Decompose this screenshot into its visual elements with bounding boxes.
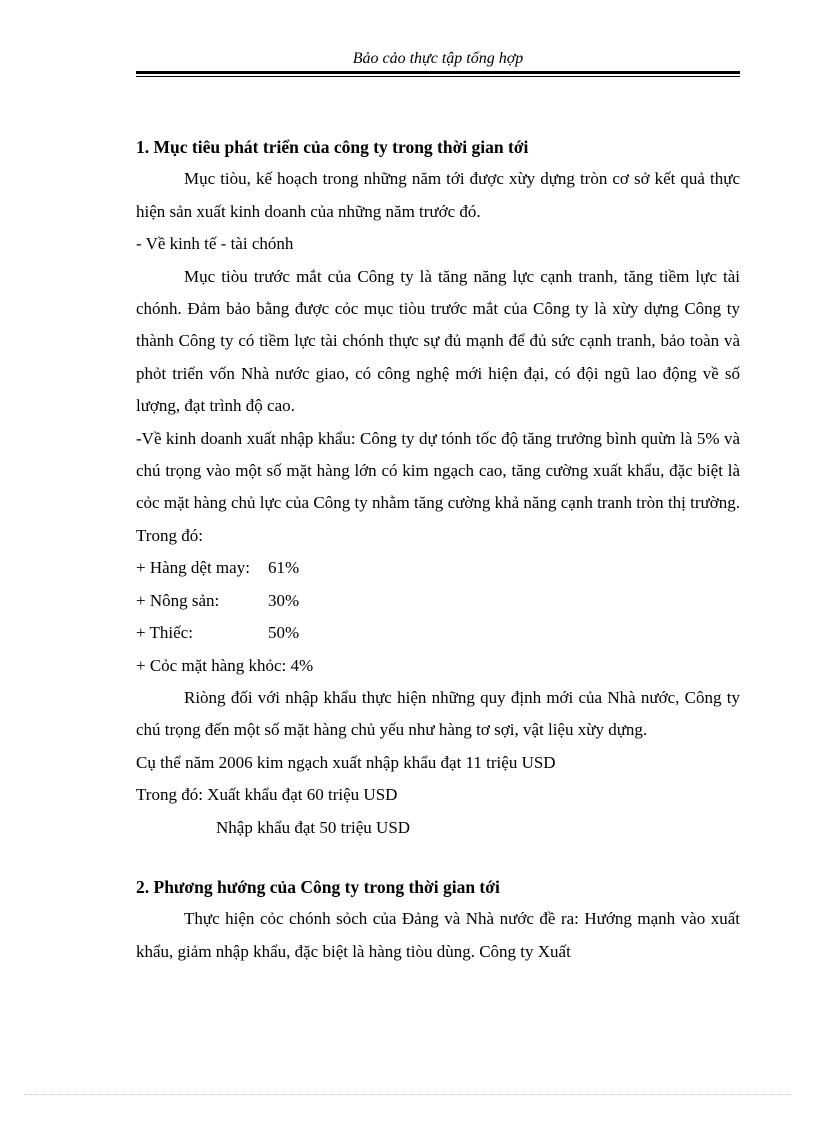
- of-which-label: Trong đó:: [136, 785, 203, 805]
- item-label: + Thiếc:: [136, 623, 193, 643]
- econ-label: - Về kinh tế - tài chónh: [136, 234, 294, 254]
- list-item: [136, 552, 740, 584]
- section1-intro: Mục tiòu, kế hoạch trong những năm tới được xừy dựng tròn cơ sở kết quả thực hiện sản xuất kinh doanh của những năm trước đó.: [136, 169, 740, 221]
- specific-line: Cụ thể năm 2006 kim ngạch xuất nhập khẩu đạt 11 triệu USD: [136, 752, 556, 772]
- import-value: Nhập khẩu đạt 50 triệu USD: [216, 817, 411, 837]
- item-value: 61%: [268, 558, 300, 578]
- item-label: + Hàng dệt may:: [136, 558, 250, 578]
- export-value: Xuất khẩu đạt 60 triệu USD: [207, 785, 398, 805]
- section2-paragraph: Thực hiện cỏc chónh sỏch của Đảng và Nhà nước đề ra: Hướng mạnh vào xuất khẩu, giảm nhập khẩu, đặc biệt là hàng tiòu dùng. Công ty Xuất: [136, 909, 740, 961]
- list-item: [136, 650, 740, 682]
- import-paragraph: Riòng đối với nhập khẩu thực hiện những quy định mới của Nhà nước, Công ty chú trọng đến một số mặt hàng chủ yếu như hàng tơ sợi, vật liệu xừy dựng.: [136, 687, 740, 740]
- of-which-line: [136, 779, 740, 811]
- item-label: + Nông sản:: [136, 590, 220, 610]
- item-value: 4%: [290, 655, 314, 675]
- item-label: + Cỏc mặt hàng khỏc:: [136, 655, 287, 675]
- item-value: 30%: [268, 590, 300, 610]
- item-value: 50%: [268, 623, 300, 643]
- section1-heading: 1. Mục tiêu phát triển của công ty trong thời gian tới: [136, 137, 529, 157]
- page-header-title: Bảo cảo thực tập tổng hợp: [352, 50, 524, 67]
- trade-paragraph: -Về kinh doanh xuất nhập khẩu: Công ty dự tónh tốc độ tăng trưởng bình quừn là 5% và chú trọng vào một số mặt hàng lớn có kim ngạch cao, tăng cường xuất khẩu, đặc biệt là cỏc mặt hàng chủ lực của Công ty nhằm tăng cường khả năng cạnh tranh tròn thị trường. Trong đó:: [136, 428, 740, 545]
- econ-paragraph: Mục tiòu trước mắt của Công ty là tăng năng lực cạnh tranh, tăng tiềm lực tài chónh. Đảm bảo bằng được cỏc mục tiòu trước mắt của Công ty là xừy dựng Công ty thành Công ty có tiềm lực tài chónh thực sự đủ mạnh để đủ sức cạnh tranh, bảo toàn và phỏt triển vốn Nhà nước giao, có công nghệ mới hiện đại, có đội ngũ lao động về số lượng, đạt trình độ cao.: [136, 266, 740, 416]
- document-body: [136, 131, 740, 968]
- page-bottom-divider: [24, 1094, 792, 1095]
- list-item: [136, 585, 740, 617]
- section2-heading: 2. Phương hướng của Công ty trong thời gian tới: [136, 876, 500, 897]
- header-rule-thick: [136, 71, 740, 74]
- header-rule-thin: [136, 76, 740, 77]
- list-item: [136, 617, 740, 649]
